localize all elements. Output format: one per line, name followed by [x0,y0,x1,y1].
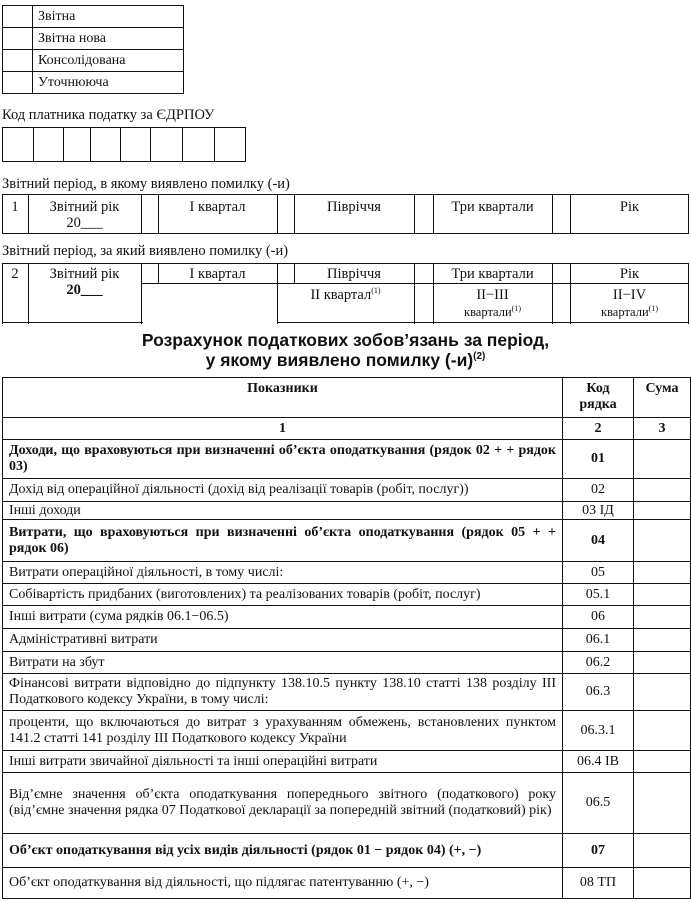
title-line-2-wrap [0,350,691,370]
edrpou-input[interactable] [2,127,246,162]
footnote-ref: (1) [648,303,658,313]
report-type-label: Звітна [33,6,184,28]
year-label: Звітний рік [49,199,120,215]
q2-3-label: ІІ−ІІІ [476,287,509,303]
row-code: 06.4 ІВ [563,751,634,773]
q2-label [277,287,414,303]
row-code: 08 ТП [563,868,634,899]
year-checkbox[interactable] [141,195,158,233]
edrpou-digit-cell[interactable] [34,128,64,161]
report-type-row [3,28,184,50]
year-value: 20___ [66,215,103,231]
quarters-text: квартали [464,305,512,319]
quarters-label [433,304,552,320]
year-label: Звітний рік [49,266,120,282]
period-detected-label: Звітний період, в якому виявлено помилку (-и) [2,176,290,192]
column-number: 2 [563,418,634,440]
three-quarters-label: Три квартали [451,266,534,282]
report-type-checkbox[interactable] [3,6,33,28]
half-year-label: Півріччя [327,199,381,215]
row-description: Собівартість придбаних (виготовлених) та реалізованих товарів (робіт, послуг) [3,584,563,606]
row-code: 03 ІД [563,502,634,520]
year-value: 20___ [66,282,103,298]
report-type-row [3,6,184,28]
table-row [3,773,691,834]
row-code: 06.3.1 [563,711,634,751]
row-description: Інші витрати (сума рядків 06.1−06.5) [3,606,563,629]
year-checkbox[interactable] [141,263,158,283]
row-sum-input[interactable] [634,479,691,502]
column-number: 1 [3,418,563,440]
table-row [3,520,691,562]
table-row [3,751,691,773]
three-quarters-checkbox[interactable] [552,195,570,233]
row-sum-input[interactable] [634,834,691,868]
report-type-checkbox[interactable] [3,50,33,72]
row-sum-input[interactable] [634,773,691,834]
row-number: 1 [11,199,19,215]
row-description: Адміністративні витрати [3,629,563,652]
report-type-checkbox[interactable] [3,72,33,94]
table-row [3,711,691,751]
row-description: Об’єкт оподаткування від усіх видів діяльності (рядок 01 − рядок 04) (+, −) [3,834,563,868]
quarters-label [570,304,689,320]
row-description: Від’ємне значення об’єкта оподаткування попереднього звітного (податкового) року (від’ємне значення рядка 07 Податкової декларації за попередній звітний (податковий) рік) [3,773,563,834]
row-description: Інші витрати звичайної діяльності та інші операційні витрати [3,751,563,773]
edrpou-digit-cell[interactable] [91,128,121,161]
q1-checkbox[interactable] [277,195,294,233]
report-type-checkbox[interactable] [3,28,33,50]
row-code: 01 [563,440,634,479]
report-type-row [3,72,184,94]
table-row [3,652,691,674]
row-sum-input[interactable] [634,584,691,606]
edrpou-label: Код платника податку за ЄДРПОУ [2,107,215,123]
footnote-ref: (1) [511,303,521,313]
row-sum-input[interactable] [634,606,691,629]
table-row [3,834,691,868]
footnote-ref: (1) [371,286,381,296]
edrpou-digit-cell[interactable] [183,128,215,161]
q1-label: І квартал [189,266,246,282]
row-code: 02 [563,479,634,502]
table-row [3,502,691,520]
row-code: 05.1 [563,584,634,606]
row-description: Об’єкт оподаткування від діяльності, що підлягає патентуванню (+, −) [3,868,563,899]
column-numbers-row [3,418,691,440]
row-description: Дохід від операційної діяльності (дохід від реалізації товарів (робіт, послуг)) [3,479,563,502]
table-row [3,606,691,629]
row-code: 06.1 [563,629,634,652]
row-code: 07 [563,834,634,868]
half-year-checkbox[interactable] [414,263,433,322]
edrpou-digit-cell[interactable] [64,128,91,161]
row-number: 2 [11,266,19,282]
year-period-label: Рік [619,199,640,215]
edrpou-digit-cell[interactable] [151,128,183,161]
row-sum-input[interactable] [634,711,691,751]
row-sum-input[interactable] [634,629,691,652]
title-line-1: Розрахунок податкових зобов’язань за період, [141,330,550,350]
row-description: Інші доходи [3,502,563,520]
row-sum-input[interactable] [634,520,691,562]
row-sum-input[interactable] [634,440,691,479]
title-line-2: у якому виявлено помилку (-и) [205,350,474,370]
quarters-text: квартали [601,305,649,319]
report-type-table [2,5,184,94]
edrpou-digit-cell[interactable] [121,128,151,161]
column-number: 3 [634,418,691,440]
row-code: 06 [563,606,634,629]
row-sum-input[interactable] [634,502,691,520]
edrpou-digit-cell[interactable] [3,128,34,161]
title-footnote: (2) [473,351,486,363]
header-row [3,378,691,418]
row-sum-input[interactable] [634,652,691,674]
q1-label: І квартал [189,199,246,215]
report-type-label: Уточнююча [33,72,184,94]
q1-checkbox[interactable] [277,263,294,283]
row-code: 06.2 [563,652,634,674]
header-sum: Сума [634,378,691,418]
edrpou-digit-cell[interactable] [215,128,246,161]
row-code: 05 [563,562,634,584]
row-description: Витрати на збут [3,652,563,674]
row-code: 06.3 [563,674,634,711]
row-sum-input[interactable] [634,751,691,773]
row-description: Витрати операційної діяльності, в тому числі: [3,562,563,584]
q2-4-label: ІІ−IV [612,287,647,303]
row-description: проценти, що включаються до витрат з урахуванням обмежень, встановлених пунктом 141.2 статті 141 розділу ІІІ Податкового кодексу України [3,711,563,751]
row-description: Фінансові витрати відповідно до підпункту 138.10.5 пункту 138.10 статті 138 розділу ІІІ Податкового кодексу України, в тому числі: [3,674,563,711]
table-row [3,584,691,606]
three-quarters-checkbox[interactable] [552,263,570,322]
header-indicators: Показники [3,378,563,418]
row-description: Доходи, що враховуються при визначенні об’єкта оподаткування (рядок 02 + + рядок 03) [3,440,563,479]
header-code: Код рядка [563,378,634,418]
tax-calculation-table [2,377,691,899]
period-detected-table [2,194,689,234]
period-for-table [2,263,689,324]
report-type-label: Консолідована [33,50,184,72]
period-for-label: Звітний період, за який виявлено помилку (-и) [2,243,289,259]
table-row [3,440,691,479]
half-year-label: Півріччя [327,266,381,282]
row-sum-input[interactable] [634,868,691,899]
row-sum-input[interactable] [634,562,691,584]
table-row [3,479,691,502]
section-title [0,330,691,370]
table-row [3,629,691,652]
row-code: 06.5 [563,773,634,834]
report-type-label: Звітна нова [33,28,184,50]
row-description: Витрати, що враховуються при визначенні об’єкта оподаткування (рядок 05 + + рядок 06) [3,520,563,562]
table-row [3,868,691,899]
half-year-checkbox[interactable] [414,195,433,233]
table-row [3,562,691,584]
q2-text: ІІ квартал [310,287,372,303]
year-period-label: Рік [619,266,640,282]
row-code: 04 [563,520,634,562]
report-type-row [3,50,184,72]
row-sum-input[interactable] [634,674,691,711]
table-row [3,674,691,711]
three-quarters-label: Три квартали [451,199,534,215]
